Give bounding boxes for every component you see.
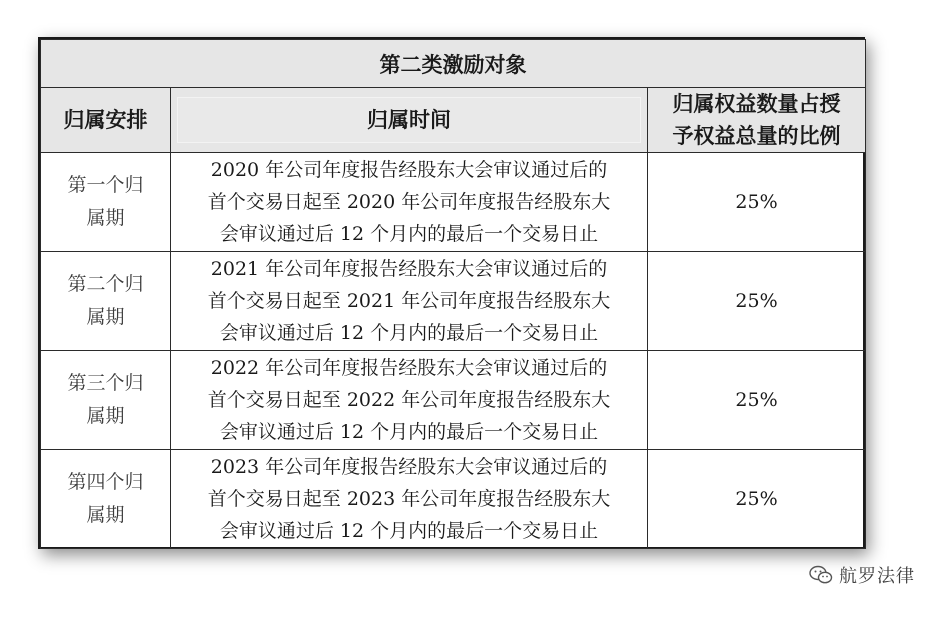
vesting-time-line2: 首个交易日起至 2020 年公司年度报告经股东大	[207, 191, 611, 213]
table-header-row	[41, 88, 866, 153]
table-row	[41, 252, 866, 351]
period-label-line2: 属期	[86, 405, 125, 427]
vesting-schedule-table-card	[38, 37, 865, 549]
header-ratio	[648, 88, 866, 153]
period-label-line1: 第四个归	[67, 471, 144, 493]
header-time: 归属时间	[177, 97, 641, 143]
vesting-time-line2: 首个交易日起至 2022 年公司年度报告经股东大	[207, 389, 611, 411]
period-label-line2: 属期	[86, 504, 125, 526]
period-cell	[41, 450, 171, 549]
header-arrangement: 归属安排	[41, 88, 171, 153]
vesting-time-line1: 2020 年公司年度报告经股东大会审议通过后的	[210, 159, 608, 181]
header-ratio-line1: 归属权益数量占授	[672, 92, 841, 116]
vesting-ratio: 25%	[648, 252, 866, 351]
period-label-line1: 第二个归	[67, 273, 144, 295]
table-title-row	[41, 40, 866, 88]
vesting-time-line3: 会审议通过后 12 个月内的最后一个交易日止	[219, 421, 599, 443]
table-row	[41, 153, 866, 252]
vesting-time-cell	[171, 153, 648, 252]
vesting-ratio: 25%	[648, 351, 866, 450]
account-watermark	[809, 562, 915, 588]
vesting-time-line3: 会审议通过后 12 个月内的最后一个交易日止	[219, 322, 599, 344]
period-cell	[41, 153, 171, 252]
header-ratio-line2: 予权益总量的比例	[672, 124, 841, 148]
vesting-time-line1: 2023 年公司年度报告经股东大会审议通过后的	[210, 456, 608, 478]
period-cell	[41, 351, 171, 450]
header-time-cell	[171, 88, 648, 153]
table-row	[41, 351, 866, 450]
vesting-time-cell	[171, 450, 648, 549]
vesting-time-cell	[171, 252, 648, 351]
vesting-time-line1: 2022 年公司年度报告经股东大会审议通过后的	[210, 357, 608, 379]
table-title: 第二类激励对象	[41, 40, 866, 88]
wechat-icon	[809, 565, 833, 585]
vesting-ratio: 25%	[648, 450, 866, 549]
vesting-time-line1: 2021 年公司年度报告经股东大会审议通过后的	[210, 258, 608, 280]
vesting-ratio: 25%	[648, 153, 866, 252]
period-label-line2: 属期	[86, 306, 125, 328]
period-label-line2: 属期	[86, 207, 125, 229]
period-cell	[41, 252, 171, 351]
vesting-time-line2: 首个交易日起至 2023 年公司年度报告经股东大	[207, 488, 611, 510]
period-label-line1: 第一个归	[67, 174, 144, 196]
vesting-time-line2: 首个交易日起至 2021 年公司年度报告经股东大	[207, 290, 611, 312]
table-row	[41, 450, 866, 549]
watermark-text: 航罗法律	[839, 566, 915, 587]
vesting-time-line3: 会审议通过后 12 个月内的最后一个交易日止	[219, 223, 599, 245]
vesting-schedule-table	[40, 39, 866, 549]
vesting-time-line3: 会审议通过后 12 个月内的最后一个交易日止	[219, 520, 599, 542]
period-label-line1: 第三个归	[67, 372, 144, 394]
vesting-time-cell	[171, 351, 648, 450]
